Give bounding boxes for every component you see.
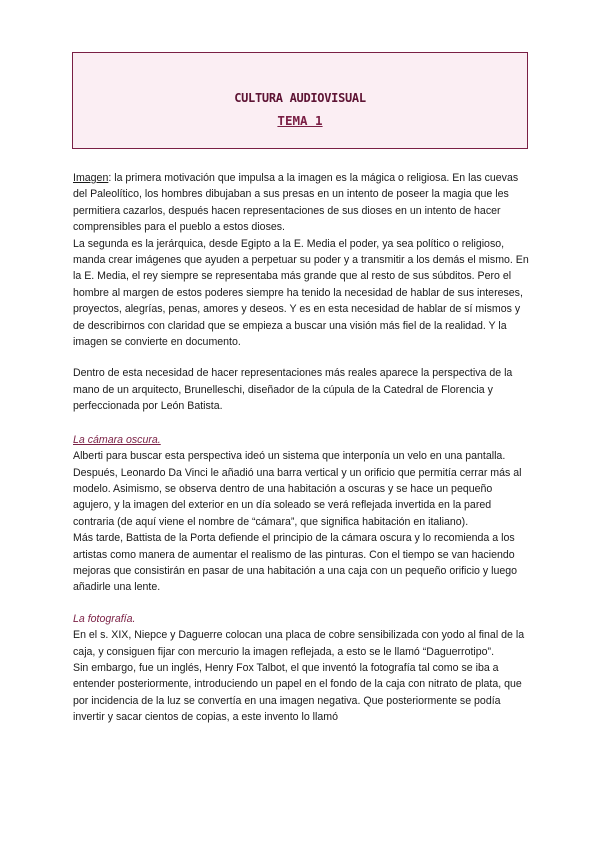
paragraph-imagen [73,170,533,236]
spacer [73,415,533,432]
paragraph-alberti: Alberti para buscar esta perspectiva ideó un sistema que interponía un velo en una pantalla. [73,450,506,463]
section-heading-fotografia [73,611,533,627]
document-subtitle: TEMA 1 [277,113,323,128]
spacer [73,596,533,611]
paragraph-leonardo: Después, Leonardo Da Vinci le añadió una barra vertical y un orificio que permitía cerrar más al modelo. Asimismo, se observa dentro de una habitación a oscuras y se hace un pequeño agujero, y la imagen del exterior en un día soleado se verá reflejada invertida en la pared contraria (de aquí viene el nombre de “cámara”, que significa habitación en italiano). [73,466,522,528]
paragraph-jerarquica: La segunda es la jerárquica, desde Egipto a la E. Media el poder, ya sea político o religioso, manda crear imágenes que ayuden a perpetuar su poder y a transmitir a los demás el mismo. En la E. Media, el rey siempre se representaba más grande que al resto de sus súbditos. Pero el hombre al margen de estos poderes siempre ha tenido la necesidad de hablar de sus intereses, proyectos, alegrías, penas, amores y deseos. Y es en esta necesidad de hablar de sí mismos y de describirnos con claridad que se empieza a buscar una visión más fiel de la realidad. Y la imagen se convierte en documento. [73,237,529,349]
section-heading-camara [73,432,533,448]
paragraph-talbot: Sin embargo, fue un inglés, Henry Fox Talbot, el que inventó la fotografía tal como se iba a entender posteriormente, introduciendo un papel en el fondo de la caja con nitrato de plata, que por incidencia de la luz se convertía en una imagen negativa. Que posteriormente se podía invertir y sacar cientos de copias, a este invento lo llamó [73,661,522,724]
imagen-text: : la primera motivación que impulsa a la imagen es la mágica o religiosa. En las cuevas del Paleolítico, los hombres dibujaban a sus presas en un intento de poseer la magia que les permitiera cazarlos, después hacen representaciones de sus dioses en un intento de hacer comprensibles para el pueblo a estos dioses. [73,172,519,234]
header-box [72,52,528,149]
fotografia-heading-text: La fotografía. [73,612,136,625]
camara-heading-text: La cámara oscura. [73,433,161,446]
document-body [73,170,533,726]
spacer [73,350,533,365]
term-imagen: Imagen [73,172,109,184]
paragraph-porta: Más tarde, Battista de la Porta defiende el principio de la cámara oscura y lo recomienda a los artistas como manera de aumentar el realismo de las pinturas. Con el tiempo se van haciendo mejoras que consistirán en pasar de una habitación a una caja con un pequeño orificio y luego añadirle una lente. [73,532,518,594]
document-title: CULTURA AUDIOVISUAL [234,91,366,105]
paragraph-perspectiva: Dentro de esta necesidad de hacer representaciones más reales aparece la perspectiva de la mano de un arquitecto, Brunelleschi, diseñador de la cúpula de la Catedral de Florencia y perfeccionada por León Batista. [73,367,513,413]
paragraph-niepce: En el s. XIX, Niepce y Daguerre colocan una placa de cobre sensibilizada con yodo al final de la caja, y consiguen fijar con mercurio la imagen reflejada, a esto se le llamó “Daguerrotipo”. [73,629,525,658]
